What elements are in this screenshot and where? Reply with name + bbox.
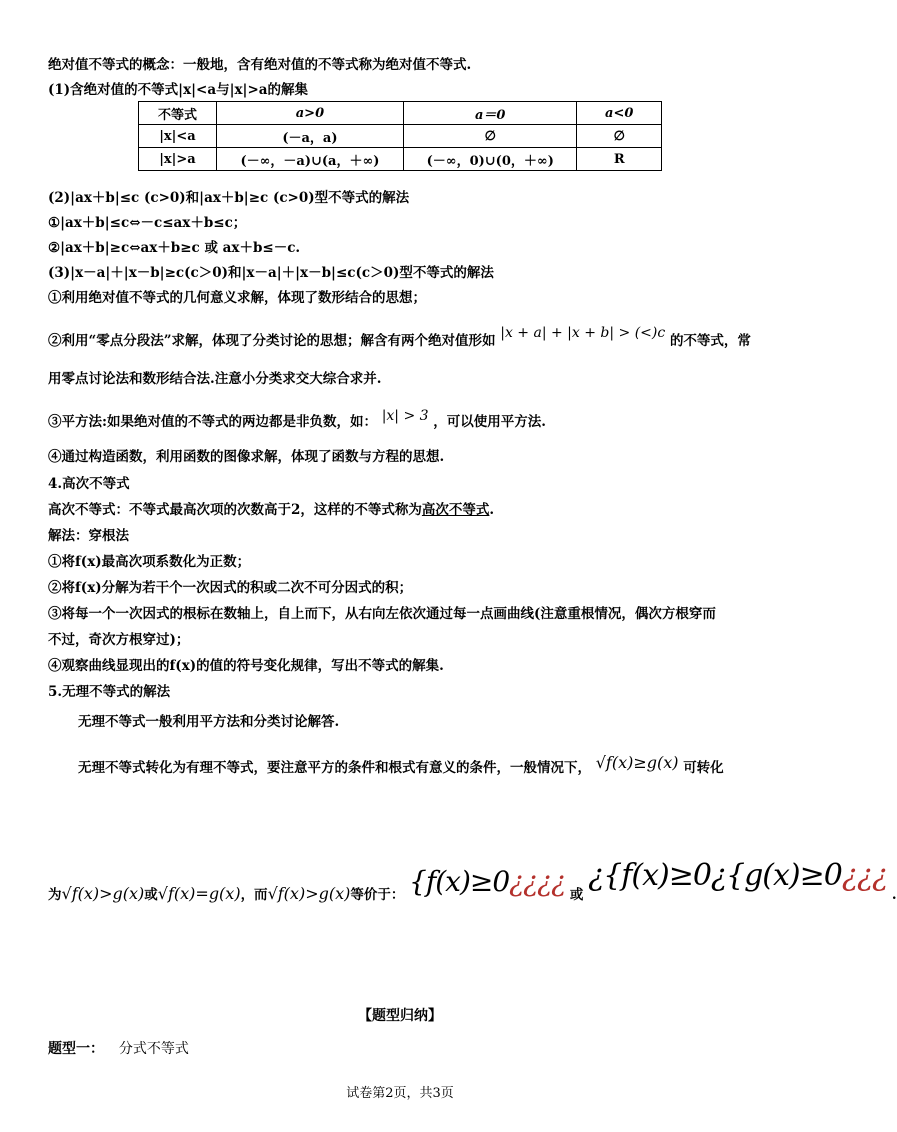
table-cell: |x|<a	[139, 125, 217, 148]
text-span: ，可以使用平方法.	[433, 414, 546, 430]
table-cell: (－∞，－a)∪(a，＋∞)	[216, 148, 403, 171]
text-span: 等价于：	[350, 887, 405, 903]
table-cell: (－∞，0)∪(0，＋∞)	[403, 148, 576, 171]
text-span: ，而	[240, 887, 268, 903]
step-3-cont: 不过，奇次方根穿过)；	[48, 632, 190, 648]
subheading-two-abs: (3)|x－a|＋|x－b|≥c(c＞0)和|x－a|＋|x－b|≤c(c＞0)型不等式的解法	[48, 265, 494, 281]
method-zero-point	[48, 325, 751, 349]
table-cell: ∅	[403, 125, 576, 148]
question-topic: 分式不等式	[118, 1041, 189, 1057]
table-cell: a>0	[216, 102, 403, 125]
high-degree-definition	[48, 498, 494, 518]
table-cell: a＝0	[403, 102, 576, 125]
table-cell: ∅	[577, 125, 662, 148]
math-formula: |x + a| + |x + b| > (<)c	[500, 325, 666, 341]
irrational-conversion	[78, 753, 724, 776]
heading-irrational: 5.无理不等式的解法	[48, 684, 171, 700]
text-span: ②利用“零点分段法”求解，体现了分类讨论的思想；解含有两个绝对值形如	[48, 333, 496, 349]
method-squaring	[48, 410, 546, 430]
math-formula: {f(x)≥0	[409, 865, 510, 898]
math-system-2	[588, 858, 887, 893]
math-system-1	[409, 865, 565, 898]
method-zero-point-cont: 用零点讨论法和数形结合法.注意小分类求交大综合求并.	[48, 371, 382, 387]
solution-set-table	[138, 101, 662, 171]
abs-inequality-definition: 绝对值不等式的概念：一般地，含有绝对值的不等式称为绝对值不等式.	[48, 57, 472, 73]
math-formula: √f(x)=g(x)	[157, 884, 241, 903]
solution-method: 解法：穿根法	[48, 528, 129, 544]
math-formula: √f(x)≥g(x)	[595, 753, 679, 772]
table-header-row	[139, 102, 662, 125]
text-span: 高次不等式：不等式最高次项的次数高于2，这样的不等式称为	[48, 502, 422, 518]
text-span: 无理不等式转化为有理不等式，要注意平方的条件和根式有意义的条件，一般情况下，	[78, 760, 591, 776]
rule-ge: ②|ax＋b|≥c⇔ax＋b≥c 或 ax＋b≤－c.	[48, 240, 301, 256]
table-row	[139, 125, 662, 148]
math-formula: |x| > 3	[381, 408, 429, 424]
math-formula: √f(x)>g(x)	[61, 884, 145, 903]
method-geometric: ①利用绝对值不等式的几何意义求解，体现了数形结合的思想；	[48, 290, 426, 306]
table-cell: |x|>a	[139, 148, 217, 171]
garbled-glyphs: ¿¿¿	[841, 858, 888, 893]
text-span: 为	[48, 887, 62, 903]
math-formula: √f(x)>g(x)	[267, 884, 351, 903]
text-span: 或	[569, 887, 584, 903]
text-span: 或	[144, 887, 158, 903]
text-span: ③平方法:如果绝对值的不等式的两边都是非负数，如：	[48, 414, 377, 430]
math-formula: ¿{f(x)≥0¿{g(x)≥0	[588, 858, 842, 893]
text-span: 可转化	[683, 760, 724, 776]
table-row	[139, 148, 662, 171]
heading-high-degree: 4.高次不等式	[48, 476, 130, 492]
table-cell: a<0	[577, 102, 662, 125]
irrational-intro: 无理不等式一般利用平方法和分类讨论解答.	[78, 714, 340, 730]
text-span: .	[891, 887, 897, 903]
step-2: ②将f(x)分解为若干个一次因式的积或二次不可分因式的积；	[48, 580, 413, 596]
step-4: ④观察曲线显现出的f(x)的值的符号变化规律，写出不等式的解集.	[48, 658, 444, 674]
text-span: 的不等式，常	[669, 333, 751, 349]
irrational-equivalence	[48, 858, 897, 907]
page-footer: 试卷第2页，共3页	[346, 1086, 454, 1101]
underlined-term: 高次不等式	[421, 502, 490, 518]
table-cell: R	[577, 148, 662, 171]
table-cell: 不等式	[139, 102, 217, 125]
step-3: ③将每一个一次因式的根标在数轴上，自上而下，从右向左依次通过每一点画曲线(注意重根情况，偶次方根穿而	[48, 606, 716, 622]
subheading-linear-abs: (2)|ax＋b|≤c (c>0)和|ax＋b|≥c (c>0)型不等式的解法	[48, 190, 410, 206]
garbled-glyphs: ¿¿¿¿	[509, 865, 566, 898]
text-span: .	[489, 502, 495, 518]
table-cell: (－a，a)	[216, 125, 403, 148]
question-label: 题型一：	[48, 1041, 104, 1057]
step-1: ①将f(x)最高次项系数化为正数；	[48, 554, 251, 570]
method-function: ④通过构造函数，利用函数的图像求解，体现了函数与方程的思想.	[48, 449, 445, 465]
subheading-solution-sets: (1)含绝对值的不等式|x|<a与|x|>a的解集	[48, 82, 309, 98]
section-title: 【题型归纳】	[358, 1008, 442, 1024]
rule-le: ①|ax＋b|≤c⇔－c≤ax＋b≤c；	[48, 215, 247, 231]
question-type-1	[48, 1038, 189, 1058]
